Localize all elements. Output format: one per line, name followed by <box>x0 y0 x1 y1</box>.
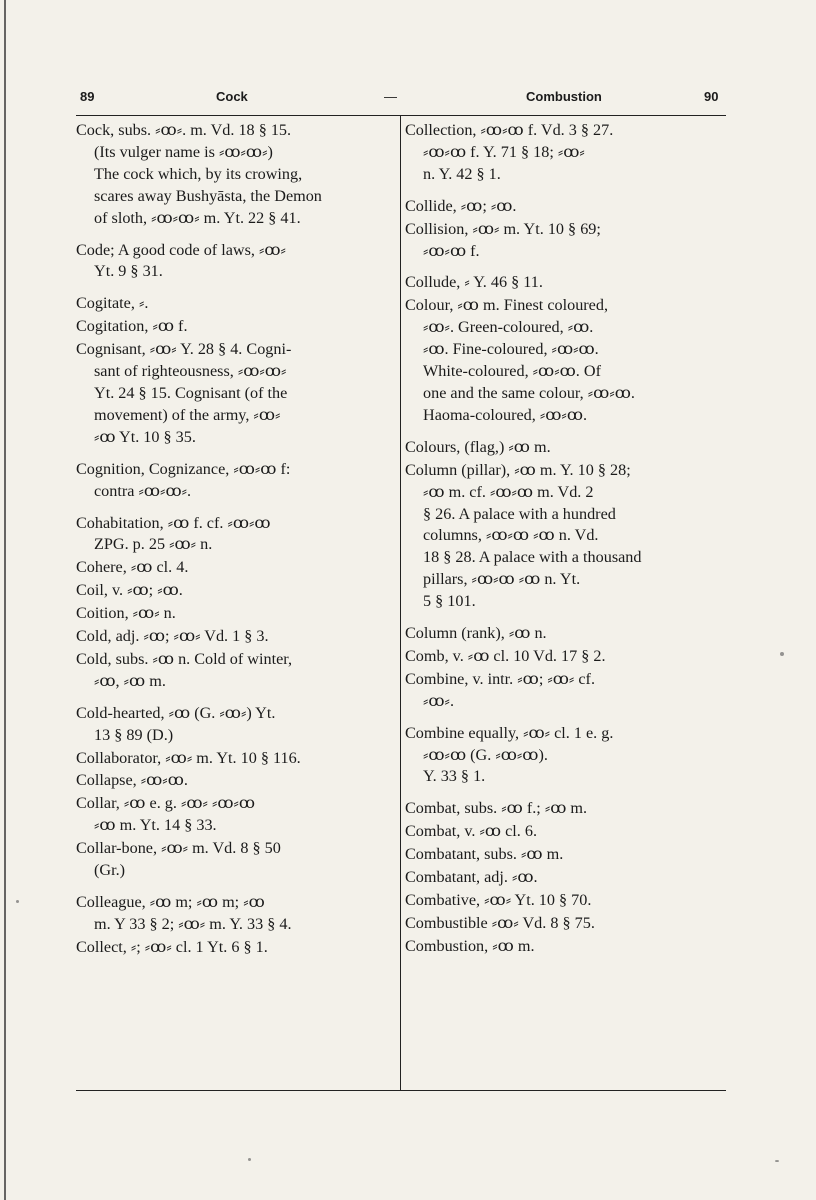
entry-line: Column (rank), ⸗ꝏ n. <box>405 624 547 643</box>
entry-line: ⸗ꝏ, ⸗ꝏ m. <box>94 671 166 690</box>
entry-line: 5 § 101. <box>423 592 476 611</box>
entry-line: 18 § 28. A palace with a thousand <box>423 548 642 567</box>
entry-line: Combative, ⸗ꝏ⸗ Yt. 10 § 70. <box>405 891 592 909</box>
left-guide-word: Cock <box>216 89 248 104</box>
entry-line: (Gr.) <box>94 861 126 880</box>
entry-line: ⸗ꝏ⸗ꝏ f. <box>423 241 480 260</box>
entry-line: Cogitate, ⸗. <box>76 294 149 313</box>
entry-line: Yt. 24 § 15. Cognisant (of the <box>94 383 288 402</box>
dictionary-entry <box>76 793 386 837</box>
entry-line: Cognition, Cognizance, ⸗ꝏ⸗ꝏ f: <box>76 459 291 478</box>
dictionary-entry <box>76 892 386 936</box>
entry-line: Combatant, adj. ⸗ꝏ. <box>405 868 538 887</box>
entry-line: Collapse, ⸗ꝏ⸗ꝏ. <box>76 771 188 790</box>
dictionary-entry <box>405 723 721 789</box>
entry-line: Cold, adj. ⸗ꝏ; ⸗ꝏ⸗ Vd. 1 § 3. <box>76 627 269 646</box>
entry-line: Combatant, subs. ⸗ꝏ m. <box>405 845 564 864</box>
entry-line: Cohabitation, ⸗ꝏ f. cf. ⸗ꝏ⸗ꝏ <box>76 513 271 532</box>
entry-line: Collection, ⸗ꝏ⸗ꝏ f. Vd. 3 § 27. <box>405 121 614 139</box>
dictionary-entry <box>76 603 386 625</box>
entry-line: ZPG. p. 25 ⸗ꝏ⸗ n. <box>94 535 213 554</box>
right-guide-word: Combustion <box>526 89 602 104</box>
entry-line: Cognisant, ⸗ꝏ⸗ Y. 28 § 4. Cogni- <box>76 340 292 359</box>
entry-line: Cold-hearted, ⸗ꝏ (G. ⸗ꝏ⸗) Yt. <box>76 703 276 722</box>
dictionary-entry <box>76 120 386 230</box>
dictionary-entry <box>76 513 386 557</box>
dictionary-entry <box>76 937 386 959</box>
dictionary-entry <box>405 913 721 935</box>
dictionary-entry <box>76 580 386 602</box>
entry-line: Combustion, ⸗ꝏ m. <box>405 936 535 955</box>
entry-line: (Its vulger name is ⸗ꝏ⸗ꝏ⸗) <box>94 142 273 161</box>
entry-line: Collar-bone, ⸗ꝏ⸗ m. Vd. 8 § 50 <box>76 839 281 858</box>
speck <box>780 652 784 656</box>
right-page-number: 90 <box>704 89 719 104</box>
dictionary-entry <box>76 703 386 747</box>
right-column <box>405 120 721 959</box>
entry-line: ⸗ꝏ. Fine-coloured, ⸗ꝏ⸗ꝏ. <box>423 340 599 359</box>
entry-line: sant of righteousness, ⸗ꝏ⸗ꝏ⸗ <box>94 362 287 381</box>
dictionary-entry <box>405 798 721 820</box>
entry-line: Cold, subs. ⸗ꝏ n. Cold of winter, <box>76 649 293 668</box>
entry-line: n. Y. 42 § 1. <box>423 164 501 183</box>
entry-line: Colours, (flag,) ⸗ꝏ m. <box>405 437 551 456</box>
entry-line: ⸗ꝏ m. Yt. 14 § 33. <box>94 816 217 835</box>
entry-line: one and the same colour, ⸗ꝏ⸗ꝏ. <box>423 383 635 402</box>
entry-line: Combine equally, ⸗ꝏ⸗ cl. 1 e. g. <box>405 723 614 742</box>
dictionary-entry <box>405 295 721 426</box>
entry-line: Coil, v. ⸗ꝏ; ⸗ꝏ. <box>76 581 183 600</box>
dictionary-entry <box>405 821 721 843</box>
entry-line: movement) of the army, ⸗ꝏ⸗ <box>94 405 281 424</box>
entry-line: Combat, subs. ⸗ꝏ f.; ⸗ꝏ m. <box>405 799 588 818</box>
entry-line: Coition, ⸗ꝏ⸗ n. <box>76 604 176 623</box>
dictionary-entry <box>76 770 386 792</box>
dictionary-entry <box>405 272 721 294</box>
header-dash: — <box>384 89 397 104</box>
entry-line: Collude, ⸗ Y. 46 § 11. <box>405 273 543 292</box>
dictionary-entry <box>76 626 386 648</box>
running-header <box>76 86 726 110</box>
entry-line: Cogitation, ⸗ꝏ f. <box>76 317 188 336</box>
entry-line: Collaborator, ⸗ꝏ⸗ m. Yt. 10 § 116. <box>76 748 301 767</box>
entry-line: ⸗ꝏ m. cf. ⸗ꝏ⸗ꝏ m. Vd. 2 <box>423 482 594 501</box>
entry-line: ⸗ꝏ⸗ꝏ (G. ⸗ꝏ⸗ꝏ). <box>423 745 548 764</box>
entry-line: Colour, ⸗ꝏ m. Finest coloured, <box>405 296 609 315</box>
entry-line: § 26. A palace with a hundred <box>423 504 616 523</box>
entry-line: Y. 33 § 1. <box>423 767 486 786</box>
entry-line: Collar, ⸗ꝏ e. g. ⸗ꝏ⸗ ⸗ꝏ⸗ꝏ <box>76 794 256 813</box>
dictionary-entry <box>76 557 386 579</box>
entry-line: columns, ⸗ꝏ⸗ꝏ ⸗ꝏ n. Vd. <box>423 526 599 545</box>
header-rule <box>76 115 726 116</box>
entry-line: ⸗ꝏ⸗. <box>423 691 454 710</box>
dictionary-entry <box>76 459 386 503</box>
dictionary-entry <box>405 890 721 912</box>
binding-edge <box>4 0 6 1200</box>
dictionary-entry <box>405 669 721 713</box>
footer-rule <box>76 1090 726 1091</box>
dictionary-entry <box>76 748 386 770</box>
entry-line: contra ⸗ꝏ⸗ꝏ⸗. <box>94 481 192 500</box>
left-column <box>76 120 386 960</box>
entry-line: Yt. 9 § 31. <box>94 262 163 281</box>
dictionary-entry <box>405 623 721 645</box>
dictionary-entry <box>76 339 386 449</box>
speck <box>16 900 19 903</box>
entry-line: scares away Bushyāsta, the Demon <box>94 186 322 205</box>
dictionary-entry <box>405 120 721 186</box>
speck <box>775 1160 779 1162</box>
entry-line: Colleague, ⸗ꝏ m; ⸗ꝏ m; ⸗ꝏ <box>76 893 265 911</box>
entry-line: Collide, ⸗ꝏ; ⸗ꝏ. <box>405 196 517 215</box>
entry-line: Combine, v. intr. ⸗ꝏ; ⸗ꝏ⸗ cf. <box>405 669 595 688</box>
entry-line: Cohere, ⸗ꝏ cl. 4. <box>76 558 189 577</box>
entry-line: Comb, v. ⸗ꝏ cl. 10 Vd. 17 § 2. <box>405 646 606 665</box>
dictionary-entry <box>405 646 721 668</box>
entry-line: Combustible ⸗ꝏ⸗ Vd. 8 § 75. <box>405 913 595 932</box>
column-divider <box>400 115 401 1090</box>
entry-line: Haoma-coloured, ⸗ꝏ⸗ꝏ. <box>423 405 588 424</box>
dictionary-entry <box>405 219 721 263</box>
entry-line: 13 § 89 (D.) <box>94 725 174 744</box>
left-page-number: 89 <box>80 89 95 104</box>
entry-line: of sloth, ⸗ꝏ⸗ꝏ⸗ m. Yt. 22 § 41. <box>94 208 301 227</box>
entry-line: Cock, subs. ⸗ꝏ⸗. m. Vd. 18 § 15. <box>76 121 292 139</box>
dictionary-entry <box>405 437 721 459</box>
entry-line: Collision, ⸗ꝏ⸗ m. Yt. 10 § 69; <box>405 219 601 238</box>
dictionary-entry <box>405 460 721 613</box>
dictionary-entry <box>405 844 721 866</box>
dictionary-entry <box>405 196 721 218</box>
dictionary-entry <box>76 240 386 284</box>
entry-line: Combat, v. ⸗ꝏ cl. 6. <box>405 822 538 841</box>
entry-line: ⸗ꝏ Yt. 10 § 35. <box>94 427 196 446</box>
dictionary-entry <box>76 316 386 338</box>
entry-line: ⸗ꝏ⸗. Green-coloured, ⸗ꝏ. <box>423 318 594 337</box>
entry-line: Column (pillar), ⸗ꝏ m. Y. 10 § 28; <box>405 460 631 479</box>
dictionary-entry <box>76 293 386 315</box>
entry-line: ⸗ꝏ⸗ꝏ f. Y. 71 § 18; ⸗ꝏ⸗ <box>423 142 585 161</box>
speck <box>248 1158 251 1161</box>
entry-line: pillars, ⸗ꝏ⸗ꝏ ⸗ꝏ n. Yt. <box>423 570 581 589</box>
entry-line: Code; A good code of laws, ⸗ꝏ⸗ <box>76 240 286 259</box>
dictionary-entry <box>405 867 721 889</box>
entry-line: m. Y 33 § 2; ⸗ꝏ⸗ m. Y. 33 § 4. <box>94 914 292 933</box>
dictionary-entry <box>76 838 386 882</box>
entry-line: White-coloured, ⸗ꝏ⸗ꝏ. Of <box>423 362 601 381</box>
dictionary-entry <box>76 649 386 693</box>
entry-line: Collect, ⸗; ⸗ꝏ⸗ cl. 1 Yt. 6 § 1. <box>76 937 268 956</box>
entry-line: The cock which, by its crowing, <box>94 164 303 183</box>
dictionary-entry <box>405 936 721 958</box>
